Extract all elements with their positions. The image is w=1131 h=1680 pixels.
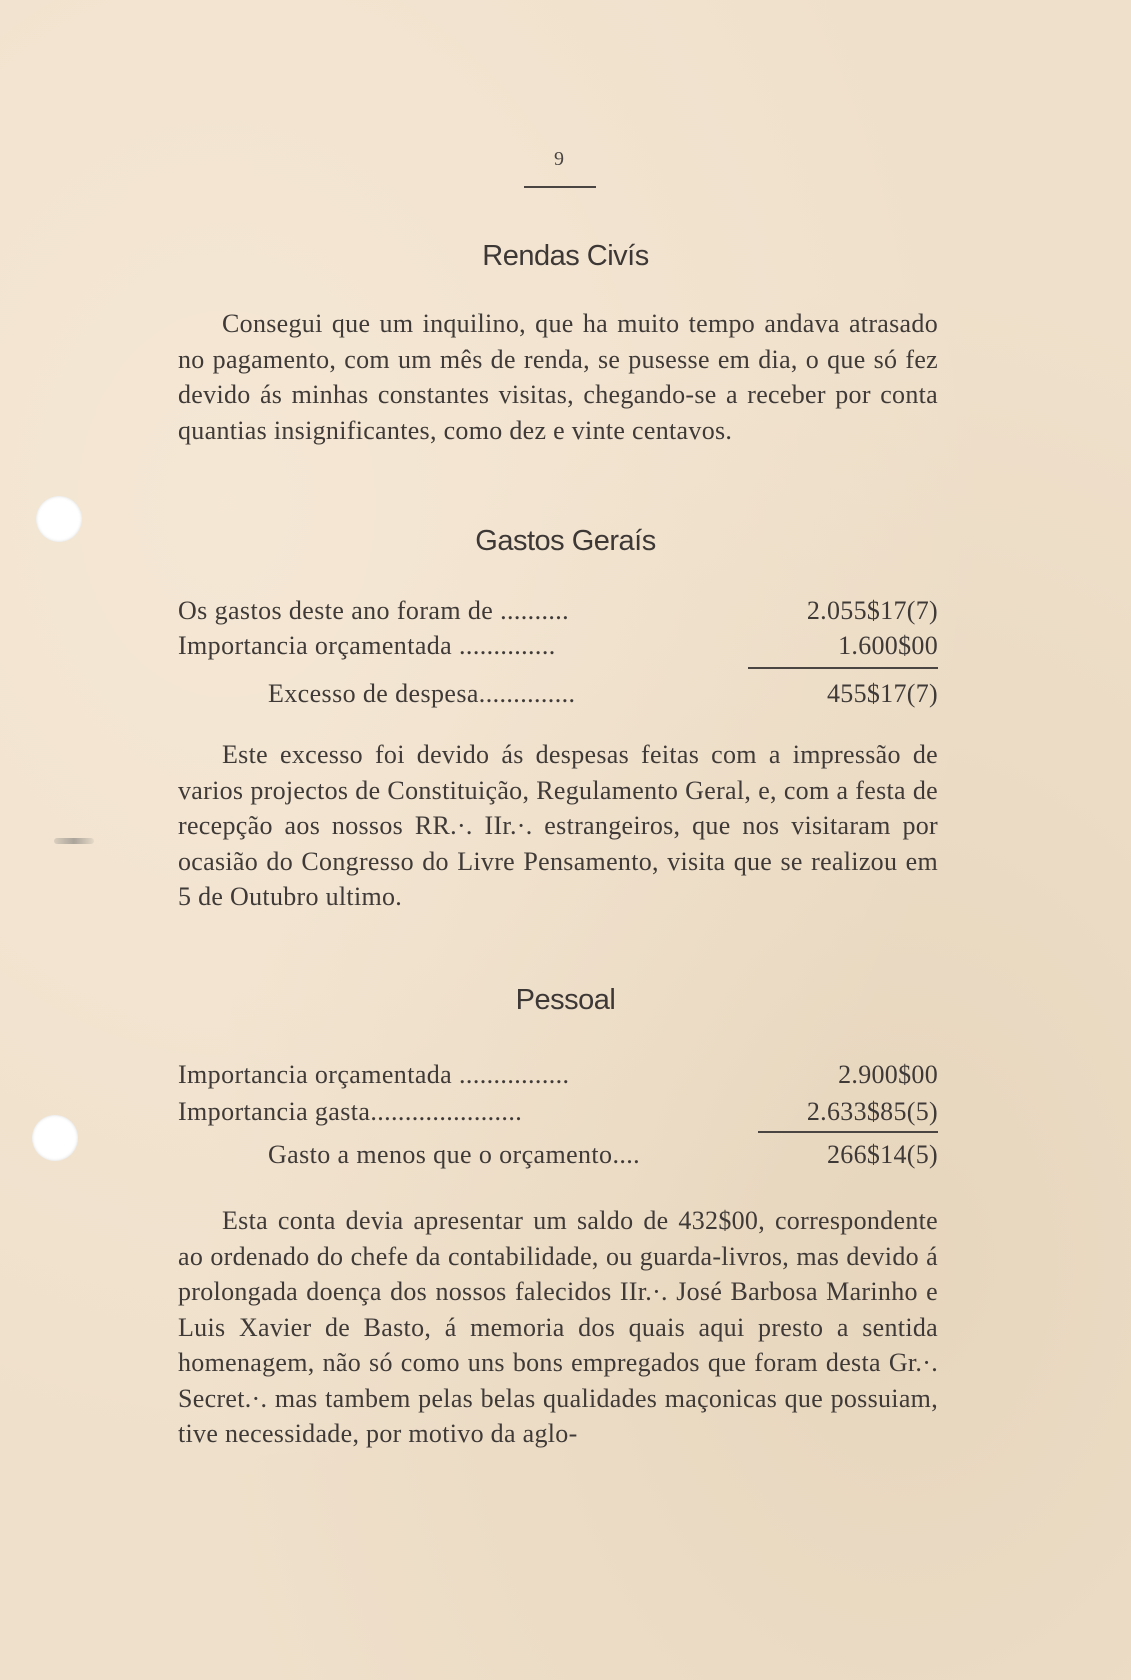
table-row	[0, 631, 1131, 665]
row-value: 2.900$00	[838, 1060, 938, 1089]
paper-mark	[54, 838, 94, 844]
paragraph-excesso	[178, 737, 938, 915]
section-heading-gastos: Gastos Geraís	[475, 525, 656, 557]
row-value: 2.633$85(5)	[806, 1097, 938, 1126]
row-label: Excesso de despesa..............	[268, 679, 576, 708]
row-label: Importancia orçamentada ................	[178, 1060, 570, 1089]
row-value: 455$17(7)	[826, 679, 938, 708]
row-label: Importancia gasta......................	[178, 1097, 523, 1126]
row-label: Os gastos deste ano foram de ..........	[178, 596, 570, 625]
table-total-row	[0, 679, 1131, 713]
paragraph-conta	[178, 1203, 938, 1452]
sum-rule	[758, 1131, 938, 1133]
table-total-row	[0, 1140, 1131, 1174]
row-value: 266$14(5)	[826, 1140, 938, 1169]
paragraph-text: Consegui que um inquilino, que ha muito tempo andava atrasado no pagamento, com um mês de renda, se pusesse em dia, o que só fez devido ás minhas constantes visitas, chegando-se a receber por conta quantias insignificantes, como dez e vinte centavos.	[178, 309, 938, 445]
sum-rule	[748, 667, 938, 669]
table-row	[0, 596, 1131, 630]
row-value: 2.055$17(7)	[806, 596, 938, 625]
row-label: Gasto a menos que o orçamento....	[268, 1140, 641, 1169]
paragraph-rendas	[178, 306, 938, 448]
row-value: 1.600$00	[838, 631, 938, 660]
table-row	[0, 1097, 1131, 1131]
section-heading-rendas: Rendas Civís	[482, 240, 649, 272]
table-row	[0, 1060, 1131, 1094]
paragraph-text: Este excesso foi devido ás despesas feitas com a impressão de varios projectos de Constituição, Regulamento Geral, e, com a festa de recepção aos nossos RR.·. IIr.·. estrangeiros, que nos visitaram por ocasião do Congresso do Livre Pensamento, visita que se realizou em 5 de Outubro ultimo.	[178, 740, 938, 911]
row-label: Importancia orçamentada ..............	[178, 631, 556, 660]
section-heading-pessoal: Pessoal	[515, 984, 616, 1016]
page-number: 9	[554, 148, 564, 170]
paragraph-text: Esta conta devia apresentar um saldo de 432$00, correspondente ao ordenado do chefe da contabilidade, ou guarda-livros, mas devido á prolongada doença dos nossos falecidos IIr.·. José Barbosa Marinho e Luis Xavier de Basto, á memoria dos quais aqui presto a sentida homenagem, não só como uns bons empregados que foram desta Gr.·. Secret.·. mas tambem pelas belas qualidades maçonicas que possuiam, tive necessidade, por motivo da aglo-	[178, 1206, 938, 1448]
page-number-rule	[524, 186, 596, 188]
